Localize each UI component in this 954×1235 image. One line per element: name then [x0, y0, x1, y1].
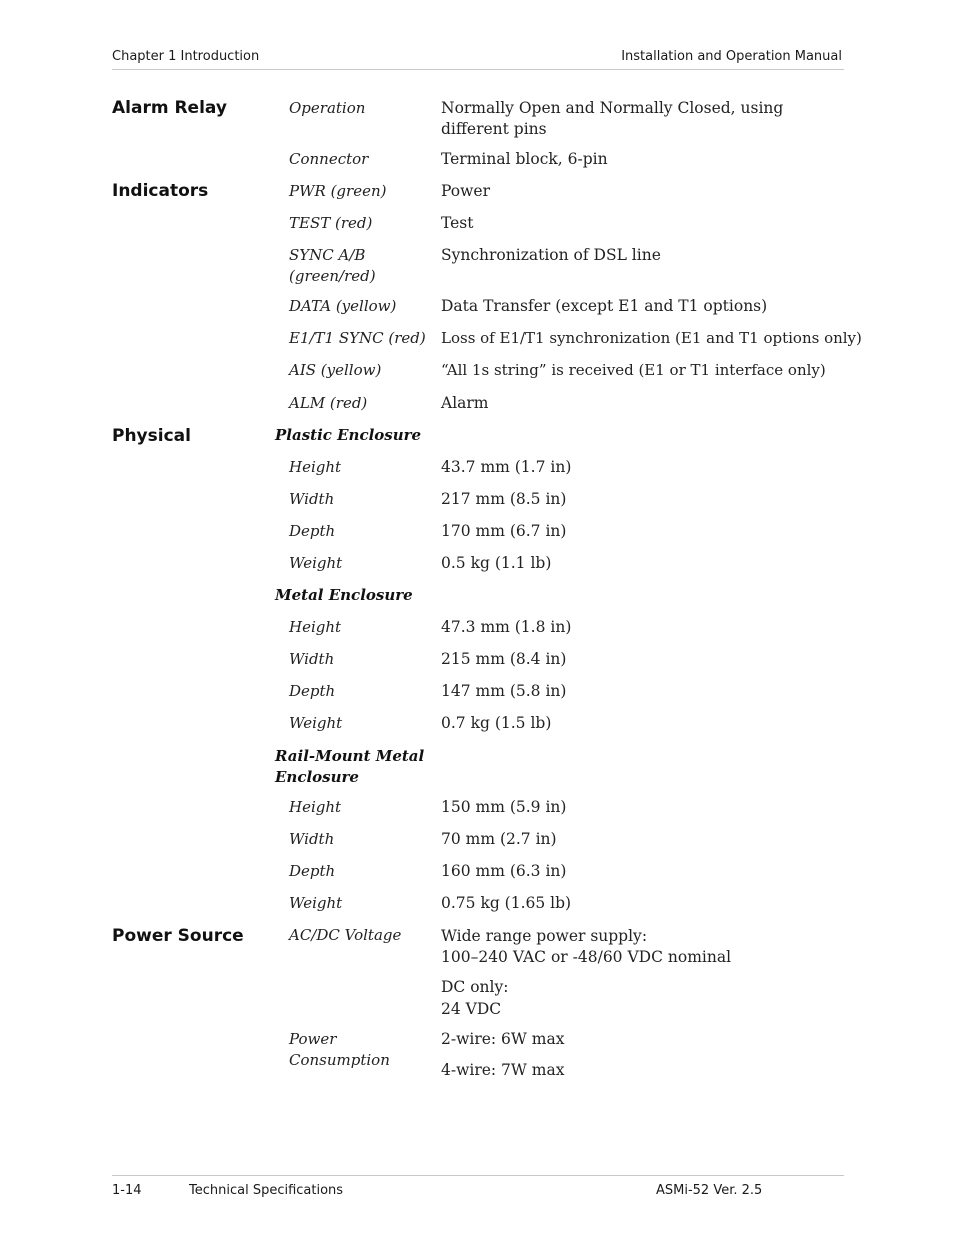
- spec-value: Normally Open and Normally Closed, using different pins: [441, 99, 784, 138]
- chapter-title: Chapter 1 Introduction: [112, 49, 260, 64]
- spec-label: DATA (yellow): [289, 297, 397, 315]
- spec-label: PWR (green): [289, 182, 387, 200]
- spec-value: 100–240 VAC or -48/60 VDC nominal: [441, 948, 732, 966]
- spec-label: Weight: [289, 714, 343, 732]
- spec-value: 43.7 mm (1.7 in): [441, 458, 572, 476]
- spec-label: Height: [289, 458, 342, 476]
- spec-value: 47.3 mm (1.8 in): [441, 618, 572, 636]
- subsection-title-metal: Metal Enclosure: [275, 586, 413, 604]
- spec-value: 0.7 kg (1.5 lb): [441, 714, 552, 732]
- spec-label: Depth: [289, 862, 336, 880]
- spec-value: 24 VDC: [441, 1000, 502, 1018]
- spec-label: ALM (red): [289, 394, 368, 412]
- spec-value: Alarm: [441, 394, 489, 412]
- section-title-power-source: Power Source: [112, 926, 244, 946]
- footer-section-title: Technical Specifications: [189, 1183, 344, 1198]
- spec-label: Weight: [289, 554, 343, 572]
- spec-value: 4-wire: 7W max: [441, 1061, 565, 1079]
- spec-value: 215 mm (8.4 in): [441, 650, 567, 668]
- spec-label: AIS (yellow): [289, 361, 382, 379]
- manual-title: Installation and Operation Manual: [621, 49, 842, 64]
- spec-label: Height: [289, 618, 342, 636]
- spec-value: Loss of E1/T1 synchronization (E1 and T1 options only): [441, 329, 862, 347]
- spec-value: 0.75 kg (1.65 lb): [441, 894, 572, 912]
- spec-label: Power Consumption: [289, 1030, 390, 1069]
- page-number: 1-14: [112, 1183, 142, 1198]
- section-title-physical: Physical: [112, 426, 191, 446]
- spec-value: 160 mm (6.3 in): [441, 862, 567, 880]
- spec-label: AC/DC Voltage: [289, 926, 402, 944]
- spec-label: Connector: [289, 150, 369, 168]
- spec-label: Depth: [289, 522, 336, 540]
- spec-value: 0.5 kg (1.1 lb): [441, 554, 552, 572]
- page-header: [112, 49, 844, 70]
- spec-label: E1/T1 SYNC (red): [289, 329, 426, 347]
- spec-label: Height: [289, 798, 342, 816]
- spec-label: Width: [289, 830, 335, 848]
- spec-value: DC only:: [441, 978, 509, 996]
- spec-label: Operation: [289, 99, 366, 117]
- page-footer: [112, 1175, 844, 1203]
- spec-label: Width: [289, 650, 335, 668]
- product-version: ASMi-52 Ver. 2.5: [656, 1183, 763, 1198]
- spec-value: Test: [441, 214, 474, 232]
- spec-label: Depth: [289, 682, 336, 700]
- spec-value: “All 1s string” is received (E1 or T1 interface only): [441, 361, 826, 379]
- spec-value: 70 mm (2.7 in): [441, 830, 557, 848]
- spec-value: Wide range power supply:: [441, 927, 648, 945]
- subsection-title-plastic: Plastic Enclosure: [275, 426, 422, 444]
- spec-value: 150 mm (5.9 in): [441, 798, 567, 816]
- spec-value: Power: [441, 182, 490, 200]
- section-title-alarm-relay: Alarm Relay: [112, 98, 227, 118]
- spec-value: 2-wire: 6W max: [441, 1030, 565, 1048]
- spec-label: Weight: [289, 894, 343, 912]
- spec-label: TEST (red): [289, 214, 373, 232]
- spec-value: Synchronization of DSL line: [441, 246, 661, 264]
- section-title-indicators: Indicators: [112, 181, 209, 201]
- spec-value: 147 mm (5.8 in): [441, 682, 567, 700]
- spec-value: 170 mm (6.7 in): [441, 522, 567, 540]
- subsection-title-rail-mount: Rail-Mount Metal Enclosure: [275, 747, 425, 786]
- spec-value: Data Transfer (except E1 and T1 options): [441, 297, 768, 315]
- spec-label: Width: [289, 490, 335, 508]
- spec-label: SYNC A/B (green/red): [289, 246, 376, 285]
- spec-value: Terminal block, 6-pin: [441, 150, 608, 168]
- spec-value: 217 mm (8.5 in): [441, 490, 567, 508]
